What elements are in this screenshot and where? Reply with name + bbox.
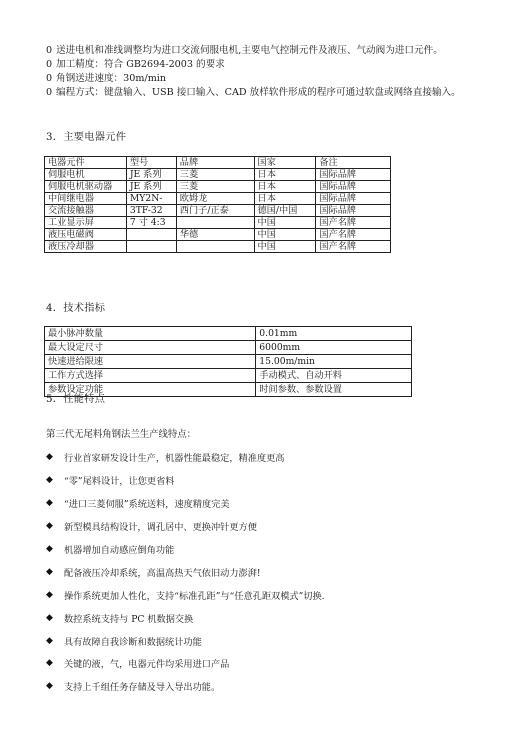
- table-cell: 国产名牌: [316, 217, 391, 229]
- spec-row: [45, 355, 412, 369]
- diamond-bullet-icon: ◆: [46, 681, 53, 692]
- component-row: [45, 193, 391, 205]
- diamond-bullet-icon: ◆: [46, 475, 53, 486]
- component-row: [45, 217, 391, 229]
- bullet-mark: 0: [46, 73, 53, 84]
- component-row: [45, 241, 391, 253]
- diamond-bullet-icon: ◆: [46, 566, 53, 577]
- table-cell: 日本: [254, 193, 316, 205]
- table-cell: 工业显示屏: [45, 217, 127, 229]
- feature-text: 关键的液，气，电器元件均采用进口产品: [64, 659, 230, 671]
- feature-text: 具有故障自我诊断和数据统计功能: [64, 636, 202, 648]
- table-cell: 伺服电机: [45, 169, 127, 181]
- feature-text: 新型模具结构设计，调孔居中、更换冲针更方便: [64, 522, 257, 534]
- feature-item: [46, 652, 486, 675]
- table-cell: 7 寸 4:3: [126, 217, 176, 229]
- feature-text: “进口三菱伺服”系统送料，速度精度完美: [64, 499, 230, 511]
- diamond-bullet-icon: ◆: [46, 544, 53, 554]
- section-5-heading: 5．性能特点: [46, 394, 106, 405]
- table-cell: 15.00m/min: [256, 355, 412, 369]
- bullet-text: 角钢送进速度：30m/min: [56, 73, 167, 84]
- table-cell: 伺服电机驱动器: [45, 181, 127, 193]
- feature-text: 配备液压冷却系统，高温高热天气依旧动力澎湃!: [64, 567, 261, 579]
- table-cell: 液压电磁阀: [45, 229, 127, 241]
- component-row: [45, 229, 391, 241]
- feature-item: [46, 675, 486, 698]
- feature-item: [46, 469, 486, 492]
- table-cell: 参数设定功能: [45, 383, 256, 397]
- component-row: [45, 205, 391, 217]
- table-header-row: [45, 157, 391, 169]
- feature-text: 支持上千组任务存储及导入导出功能。: [64, 682, 221, 694]
- table-cell: 日本: [254, 181, 316, 193]
- feature-text: 数控系统支持与 PC 机数据交换: [64, 613, 194, 625]
- diamond-bullet-icon: ◆: [46, 589, 53, 600]
- feature-item: [46, 583, 486, 606]
- feature-item: [46, 560, 486, 583]
- table-cell: [126, 241, 176, 253]
- table-cell: 欧姆龙: [176, 193, 254, 205]
- spec-row: [45, 327, 412, 341]
- feature-text: 机器增加自动感应倒角功能: [64, 545, 175, 556]
- table-cell: 液压冷却器: [45, 241, 127, 253]
- component-row: [45, 169, 391, 181]
- feature-item: [46, 629, 486, 652]
- table-cell: [176, 241, 254, 253]
- table-cell: 日本: [254, 169, 316, 181]
- table-cell: 中间继电器: [45, 193, 127, 205]
- table-cell: [126, 229, 176, 241]
- intro-bullet: [46, 86, 486, 100]
- table-cell: 国产名牌: [316, 229, 391, 241]
- technical-specs-table: [44, 326, 412, 397]
- feature-text: 操作系统更加人性化，支持“标准孔距”与“任意孔距双模式”切换.: [64, 590, 325, 602]
- table-cell: 中国: [254, 241, 316, 253]
- diamond-bullet-icon: ◆: [46, 612, 53, 623]
- table-cell: 中国: [254, 217, 316, 229]
- table-cell: 交流接触器: [45, 205, 127, 217]
- diamond-bullet-icon: ◆: [46, 658, 53, 669]
- intro-bullet: [46, 58, 486, 72]
- table-cell: 国际品牌: [316, 181, 391, 193]
- diamond-bullet-icon: ◆: [46, 521, 53, 532]
- bullet-text: 加工精度：符合 GB2694-2003 的要求: [56, 59, 225, 70]
- features-intro: 第三代无尾料角钢法兰生产线特点：: [46, 429, 197, 440]
- table-cell: 品牌: [176, 157, 254, 169]
- intro-bullet-list: [46, 44, 486, 100]
- table-cell: 手动模式、自动开料: [256, 369, 412, 383]
- table-cell: 工作方式选择: [45, 369, 256, 383]
- section-3-heading: 3．主要电器元件: [46, 132, 127, 143]
- table-cell: 最小脉冲数量: [45, 327, 256, 341]
- table-cell: 3TF-32: [126, 205, 176, 217]
- table-cell: JE 系列: [126, 181, 176, 193]
- component-row: [45, 181, 391, 193]
- bullet-mark: 0: [46, 59, 53, 70]
- table-cell: 国产名牌: [316, 241, 391, 253]
- table-cell: 6000mm: [256, 341, 412, 355]
- table-cell: 型号: [126, 157, 176, 169]
- section-4-heading: 4．技术指标: [46, 303, 106, 314]
- table-cell: 国家: [254, 157, 316, 169]
- table-cell: 快速进给限速: [45, 355, 256, 369]
- table-cell: 三菱: [176, 169, 254, 181]
- feature-item: [46, 446, 486, 469]
- spec-row: [45, 369, 412, 383]
- intro-bullet: [46, 44, 486, 58]
- table-cell: 西门子/正泰: [176, 205, 254, 217]
- table-cell: 三菱: [176, 181, 254, 193]
- spec-row: [45, 341, 412, 355]
- feature-text: 行业首家研发设计生产，机器性能最稳定，精准度更高: [64, 453, 285, 465]
- feature-item: [46, 538, 486, 561]
- diamond-bullet-icon: ◆: [46, 635, 53, 646]
- table-cell: 国际品牌: [316, 205, 391, 217]
- table-cell: 中国: [254, 229, 316, 241]
- feature-item: [46, 606, 486, 629]
- diamond-bullet-icon: ◆: [46, 498, 53, 509]
- table-cell: 电器元件: [45, 157, 127, 169]
- bullet-text: 编程方式：键盘输入、USB 接口输入、CAD 放样软件形成的程序可通过软盘或网络直接输入。: [56, 87, 461, 98]
- table-cell: 备注: [316, 157, 391, 169]
- table-cell: 国际品牌: [316, 193, 391, 205]
- table-cell: [176, 217, 254, 229]
- bullet-mark: 0: [46, 87, 53, 98]
- table-cell: 0.01mm: [256, 327, 412, 341]
- intro-bullet: [46, 72, 486, 86]
- bullet-mark: 0: [46, 45, 53, 56]
- diamond-bullet-icon: ◆: [46, 452, 53, 463]
- feature-item: [46, 492, 486, 515]
- table-cell: JE 系列: [126, 169, 176, 181]
- features-list: [46, 446, 486, 698]
- bullet-text: 送进电机和准线调整均为进口交流伺服电机,主要电气控制元件及液压、气动阀为进口元件。: [56, 45, 443, 56]
- feature-text: “零”尾料设计，让您更省料: [64, 476, 175, 488]
- table-cell: 德国/中国: [254, 205, 316, 217]
- table-cell: 国际品牌: [316, 169, 391, 181]
- electrical-components-table: [44, 156, 391, 253]
- feature-item: [46, 515, 486, 538]
- table-cell: 华德: [176, 229, 254, 241]
- table-cell: 时间参数、参数设置: [256, 383, 412, 397]
- table-cell: 最大设定尺寸: [45, 341, 256, 355]
- table-cell: MY2N-: [126, 193, 176, 205]
